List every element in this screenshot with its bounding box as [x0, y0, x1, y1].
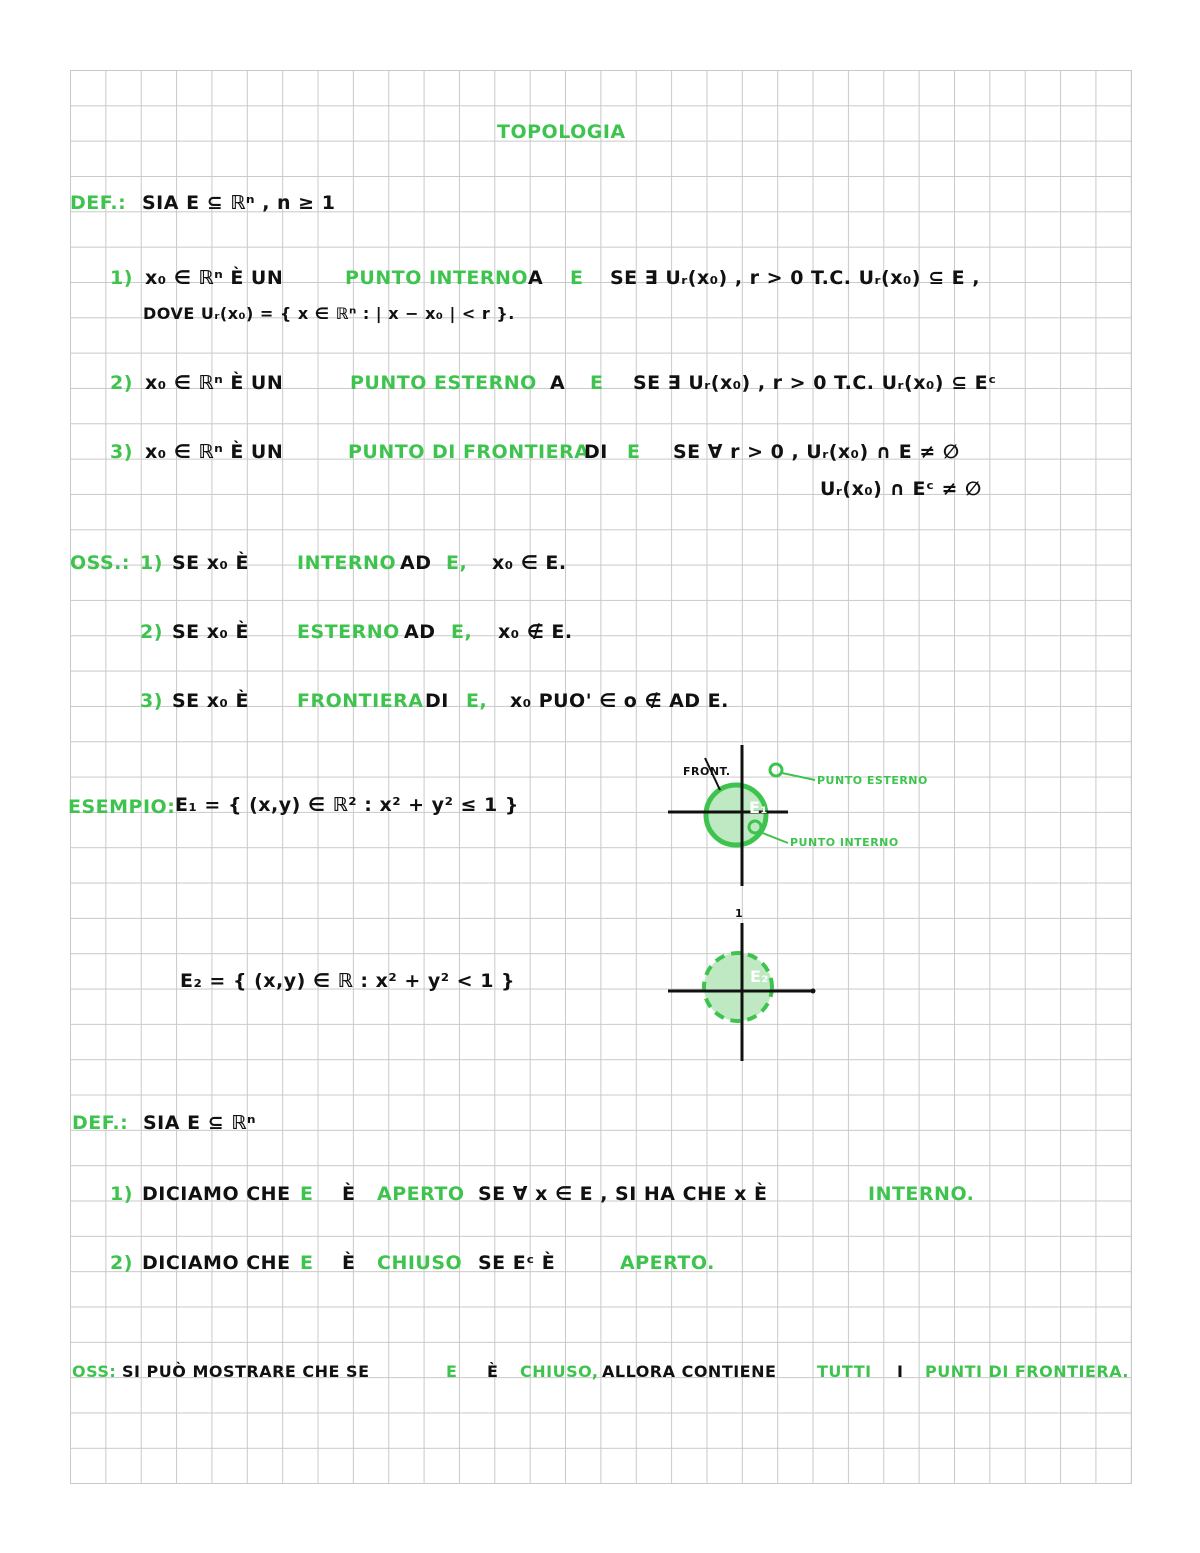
- oss-item-text: SE x₀ È: [172, 552, 249, 574]
- oss-term: INTERNO: [297, 552, 397, 574]
- oss-text: I: [897, 1362, 904, 1381]
- def-item-text: SE ∃ Uᵣ(x₀) , r > 0 T.C. Uᵣ(x₀) ⊆ Eᶜ: [633, 372, 997, 394]
- def-term: PUNTO DI FRONTIERA: [348, 441, 590, 463]
- def-label: DEF.:: [70, 192, 127, 214]
- exterior-pointer: [782, 773, 815, 780]
- oss-item-number: 1): [140, 552, 163, 574]
- def-label: DEF.:: [72, 1112, 129, 1134]
- oss-term: PUNTI DI FRONTIERA.: [925, 1362, 1129, 1381]
- def-term: CHIUSO: [377, 1252, 463, 1274]
- def-item-text: DOVE Uᵣ(x₀) = { x ∈ ℝⁿ : | x − x₀ | < r }.: [143, 304, 515, 323]
- page-title: TOPOLOGIA: [497, 121, 626, 143]
- oss-item-number: 3): [140, 690, 163, 712]
- set-e: E: [446, 1362, 458, 1381]
- oss-item-text: x₀ ∈ E.: [492, 552, 567, 574]
- def-item-number: 2): [110, 372, 133, 394]
- closed-disc-figure: [660, 740, 960, 890]
- oss-item-text: x₀ PUO' ∈ o ∉ AD E.: [510, 690, 729, 712]
- def-term: PUNTO INTERNO: [345, 267, 529, 289]
- oss-item-text: DI: [425, 690, 449, 712]
- set-e: E: [300, 1252, 314, 1274]
- interior-point-label: PUNTO INTERNO: [790, 836, 899, 849]
- def-item-number: 1): [110, 1183, 133, 1205]
- def-item-text: DICIAMO CHE: [142, 1252, 291, 1274]
- oss-item-text: SE x₀ È: [172, 690, 249, 712]
- oss-label: OSS.:: [70, 552, 130, 574]
- set-e: E: [570, 267, 584, 289]
- set-e: E: [590, 372, 604, 394]
- oss-item-text: AD: [400, 552, 432, 574]
- def-term: PUNTO ESTERNO: [350, 372, 537, 394]
- def-item-text: È: [342, 1252, 356, 1274]
- oss-text: ALLORA CONTIENE: [602, 1362, 777, 1381]
- def-item-text: DI: [584, 441, 608, 463]
- oss-item-text: AD: [404, 621, 436, 643]
- set-e: E: [627, 441, 641, 463]
- set-e: E,: [451, 621, 473, 643]
- oss-text: SI PUÒ MOSTRARE CHE SE: [122, 1362, 370, 1381]
- def-item-text: SE ∃ Uᵣ(x₀) , r > 0 T.C. Uᵣ(x₀) ⊆ E ,: [610, 267, 980, 289]
- example-label: ESEMPIO:: [68, 796, 176, 818]
- exterior-point-label: PUNTO ESTERNO: [817, 774, 928, 787]
- set-e: E,: [446, 552, 468, 574]
- boundary-label: FRONT.: [683, 765, 731, 778]
- def-item-number: 1): [110, 267, 133, 289]
- open-disc-figure: [660, 905, 830, 1065]
- set-e2-label: E₂: [750, 967, 769, 986]
- def-intro: SIA E ⊆ ℝⁿ: [143, 1112, 257, 1134]
- set-e: E: [300, 1183, 314, 1205]
- axis-tick-label: 1: [735, 907, 744, 920]
- def-item-text: x₀ ∈ ℝⁿ È UN: [145, 372, 284, 394]
- oss-item-text: SE x₀ È: [172, 621, 249, 643]
- def-item-text: x₀ ∈ ℝⁿ È UN: [145, 441, 284, 463]
- def-term: APERTO.: [620, 1252, 715, 1274]
- def-item-number: 3): [110, 441, 133, 463]
- def-item-number: 2): [110, 1252, 133, 1274]
- def-term: APERTO: [377, 1183, 465, 1205]
- open-disc: [704, 953, 772, 1021]
- def-item-text: SE ∀ r > 0 , Uᵣ(x₀) ∩ E ≠ ∅: [673, 441, 960, 463]
- exterior-point-marker: [770, 764, 782, 776]
- interior-pointer: [760, 832, 788, 843]
- oss-item-text: x₀ ∉ E.: [498, 621, 573, 643]
- set-e1-label: E₁: [749, 798, 768, 817]
- def-item-text: SE Eᶜ È: [478, 1252, 556, 1274]
- def-item-text: SE ∀ x ∈ E , SI HA CHE x È: [478, 1183, 768, 1205]
- oss-term: ESTERNO: [297, 621, 400, 643]
- def-item-text: È: [342, 1183, 356, 1205]
- def-item-text: A: [528, 267, 544, 289]
- def-item-text: DICIAMO CHE: [142, 1183, 291, 1205]
- oss-term: TUTTI: [817, 1362, 872, 1381]
- def-intro: SIA E ⊆ ℝⁿ , n ≥ 1: [142, 192, 336, 214]
- oss-item-number: 2): [140, 621, 163, 643]
- set-e2-definition: E₂ = { (x,y) ∈ ℝ : x² + y² < 1 }: [180, 970, 516, 992]
- oss-term: CHIUSO,: [520, 1362, 599, 1381]
- oss-label: OSS:: [72, 1362, 117, 1381]
- def-item-text: Uᵣ(x₀) ∩ Eᶜ ≠ ∅: [820, 478, 982, 500]
- set-e1-definition: E₁ = { (x,y) ∈ ℝ² : x² + y² ≤ 1 }: [175, 794, 519, 816]
- set-e: E,: [466, 690, 488, 712]
- oss-text: È: [487, 1362, 499, 1381]
- x-axis-tip: [811, 989, 816, 994]
- def-term: INTERNO.: [868, 1183, 975, 1205]
- def-item-text: A: [550, 372, 566, 394]
- oss-term: FRONTIERA: [297, 690, 424, 712]
- def-item-text: x₀ ∈ ℝⁿ È UN: [145, 267, 284, 289]
